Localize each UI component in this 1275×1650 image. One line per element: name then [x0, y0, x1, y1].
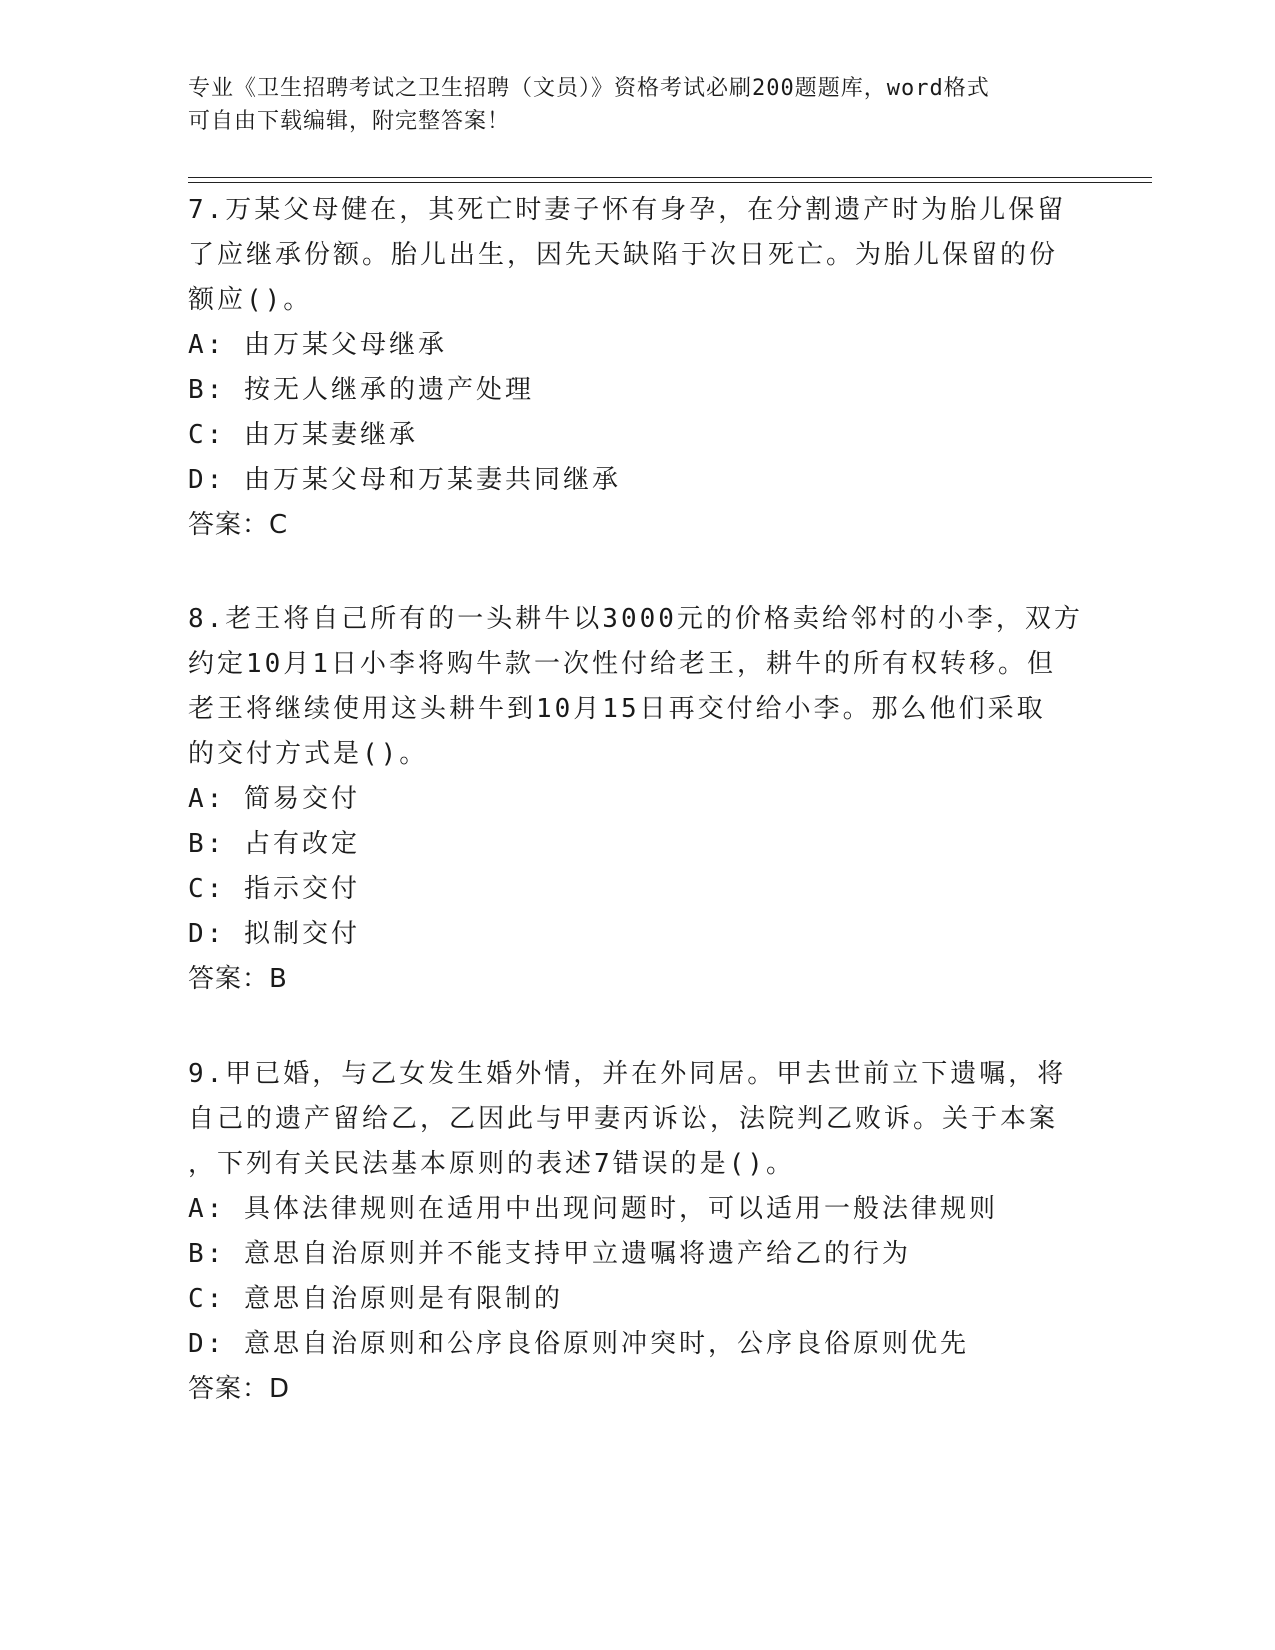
option-a: A: 具体法律规则在适用中出现问题时，可以适用一般法律规则 — [188, 1194, 998, 1224]
answer: 答案：D — [188, 1374, 291, 1404]
header-divider-top — [188, 177, 1152, 178]
header-divider-bottom — [188, 182, 1152, 183]
question-stem-line: 9.甲已婚，与乙女发生婚外情，并在外同居。甲去世前立下遗嘱，将 — [188, 1059, 1067, 1089]
option-c: C: 由万某妻继承 — [188, 420, 418, 450]
question-stem-line: 自己的遗产留给乙，乙因此与甲妻丙诉讼，法院判乙败诉。关于本案 — [188, 1104, 1059, 1134]
question-stem-line: 8.老王将自己所有的一头耕牛以3000元的价格卖给邻村的小李，双方 — [188, 604, 1083, 634]
question-stem-line: 7.万某父母健在，其死亡时妻子怀有身孕，在分割遗产时为胎儿保留 — [188, 195, 1067, 225]
question-stem-line: 老王将继续使用这头耕牛到10月15日再交付给小李。那么他们采取 — [188, 694, 1046, 724]
question-stem-line: 了应继承份额。胎儿出生，因先天缺陷于次日死亡。为胎儿保留的份 — [188, 240, 1059, 270]
option-a: A: 由万某父母继承 — [188, 330, 447, 360]
question-stem-line: ，下列有关民法基本原则的表述7错误的是()。 — [188, 1149, 795, 1179]
document-header — [188, 72, 1088, 138]
question-7 — [188, 188, 1088, 548]
answer: 答案：C — [188, 510, 289, 540]
option-d: D: 拟制交付 — [188, 919, 360, 949]
option-a: A: 简易交付 — [188, 784, 360, 814]
option-c: C: 意思自治原则是有限制的 — [188, 1284, 563, 1314]
option-b: B: 占有改定 — [188, 829, 360, 859]
question-9 — [188, 1052, 1088, 1412]
option-d: D: 由万某父母和万某妻共同继承 — [188, 465, 621, 495]
header-line-2: 可自由下载编辑，附完整答案！ — [188, 109, 511, 134]
question-stem-line: 的交付方式是()。 — [188, 739, 429, 769]
option-d: D: 意思自治原则和公序良俗原则冲突时，公序良俗原则优先 — [188, 1329, 969, 1359]
option-c: C: 指示交付 — [188, 874, 360, 904]
answer: 答案：B — [188, 964, 288, 994]
question-stem-line: 约定10月1日小李将购牛款一次性付给老王，耕牛的所有权转移。但 — [188, 649, 1056, 679]
option-b: B: 意思自治原则并不能支持甲立遗嘱将遗产给乙的行为 — [188, 1239, 911, 1269]
option-b: B: 按无人继承的遗产处理 — [188, 375, 534, 405]
header-line-1: 专业《卫生招聘考试之卫生招聘（文员）》资格考试必刷200题题库，word格式 — [188, 76, 990, 101]
question-stem-line: 额应()。 — [188, 285, 313, 315]
question-8 — [188, 597, 1088, 1002]
